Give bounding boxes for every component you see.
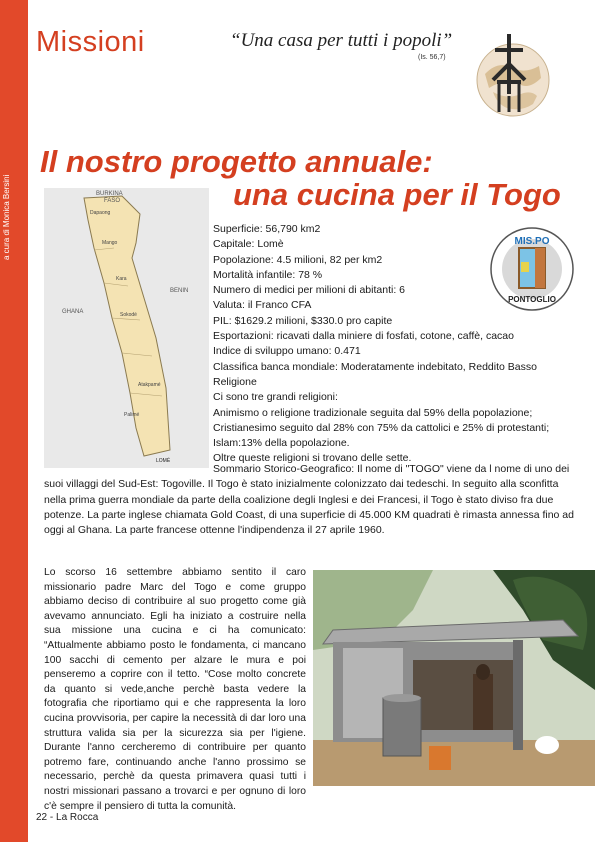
- mispo-top-label: MIS.PO: [514, 236, 550, 247]
- section-title: Missioni: [36, 26, 145, 58]
- map-label-palime: Palimé: [124, 412, 140, 418]
- map-label-dapaong: Dapaong: [90, 210, 111, 216]
- country-facts: [213, 222, 573, 467]
- fact-item: Popolazione: 4.5 milioni, 82 per km2: [213, 253, 383, 266]
- mission-cross-logo: [463, 30, 557, 120]
- map-label-burkina: BURKINA: [96, 191, 123, 197]
- map-label-lome: LOMÉ: [156, 458, 171, 464]
- map-label-sokode: Sokodé: [120, 312, 137, 318]
- headline-line-1: Il nostro progetto annuale:: [40, 144, 433, 179]
- article-body: Lo scorso 16 settembre abbiamo sentito il caro missionario padre Marc del Togo e come gruppo abbiamo deciso di contribuire al suo progetto come già avevamo annunciato. Egli ha iniziato a costruire nella sua missione una cucina e ci ha comunicato: “Attualmente abbiamo posto le fondamenta, ci mancano 100 sacchi di cemento per alzare le mura e poi penseremo a coprire con il tetto. “Cose molto concrete da quanto si vede,anche perchè basta vedere la fotografia che riportiamo qui e che rappresenta la loro cucina provvisoria, per capire la necessità di dar loro una struttura valida sia per la sicurezza sia per l'igiene. Durante l'anno cercheremo di contribuire per quanto potremo fare, continuando anche l'anno prossimo se necessario, perchè da questa primavera quasi tutti i nostri missionari passano a trovarci e per ognuno di loro c'è sempre il pensiero di tutta la comunità.: [44, 567, 306, 812]
- fact-item: Indice di sviluppo umano: 0.471: [213, 345, 361, 358]
- map-label-mango: Mango: [102, 240, 118, 246]
- header-quote: “Una casa per tutti i popoli”: [230, 30, 453, 51]
- side-bar: [0, 0, 28, 842]
- fact-item: Ci sono tre grandi religioni:: [213, 391, 338, 404]
- mispo-bottom-label: PONTOGLIO: [508, 295, 556, 304]
- togo-map: [44, 188, 209, 468]
- fact-item: Islam:13% della popolazione.: [213, 437, 350, 450]
- page-footer: 22 - La Rocca: [36, 812, 99, 823]
- map-label-kara: Kara: [116, 276, 127, 282]
- history-label: Sommario Storico-Geografico:: [213, 463, 355, 475]
- fact-item: Superficie: 56,790 km2: [213, 223, 321, 235]
- map-label-faso: FASO: [104, 198, 121, 204]
- headline-line-2: una cucina per il Togo: [233, 177, 561, 212]
- fact-item: Cristianesimo seguito dal 28% con 75% da cattolici e 25% di protestanti;: [213, 421, 550, 434]
- fact-item: Oltre queste religioni si trovano delle sette.: [213, 452, 412, 465]
- author-credit: a cura di Monica Bersini: [2, 174, 11, 260]
- fact-item: Valuta: il Franco CFA: [213, 299, 312, 312]
- provisional-kitchen-photo: [313, 570, 595, 786]
- history-text: Il nome di "TOGO" viene da l nome di uno dei suoi villaggi del Sud-Est: Togoville. Il Togo è stato inizialmente colonizzato dai tedeschi. In seguito alla sconfitta nella prima guerra mondiale da parte della coalizione degli Inglesi e dei Francesi, il Togo è stato diviso fra due potenze. La parte inglese chiamata Gold Coast, di una superficie di 45.000 KM quadrati è rimasta annessa fino ad oggi al Ghana. La parte francese ottenne l'indipendenza il 27 aprile 1960.: [44, 463, 574, 537]
- map-label-benin: BENIN: [170, 288, 189, 294]
- fact-item: Esportazioni: ricavati dalla miniere di fosfati, cotone, caffè, cacao: [213, 330, 514, 343]
- fact-item: Mortalità infantile: 78 %: [213, 268, 323, 281]
- fact-item: Capitale: Lomè: [213, 238, 284, 251]
- quote-reference: (Is. 56,7): [418, 54, 446, 61]
- map-label-atakpame: Atakpamé: [138, 382, 161, 388]
- fact-item: PIL: $1629.2 milioni, $330.0 pro capite: [213, 314, 393, 327]
- fact-item: Animismo o religione tradizionale seguita dal 59% della popolazione;: [213, 406, 533, 419]
- map-label-ghana: GHANA: [62, 309, 84, 315]
- fact-item: Classifica banca mondiale: Moderatamente indebitato, Reddito Basso Religione: [213, 360, 537, 388]
- fact-item: Numero di medici per milioni di abitanti: 6: [213, 284, 405, 297]
- historical-summary: [44, 462, 574, 538]
